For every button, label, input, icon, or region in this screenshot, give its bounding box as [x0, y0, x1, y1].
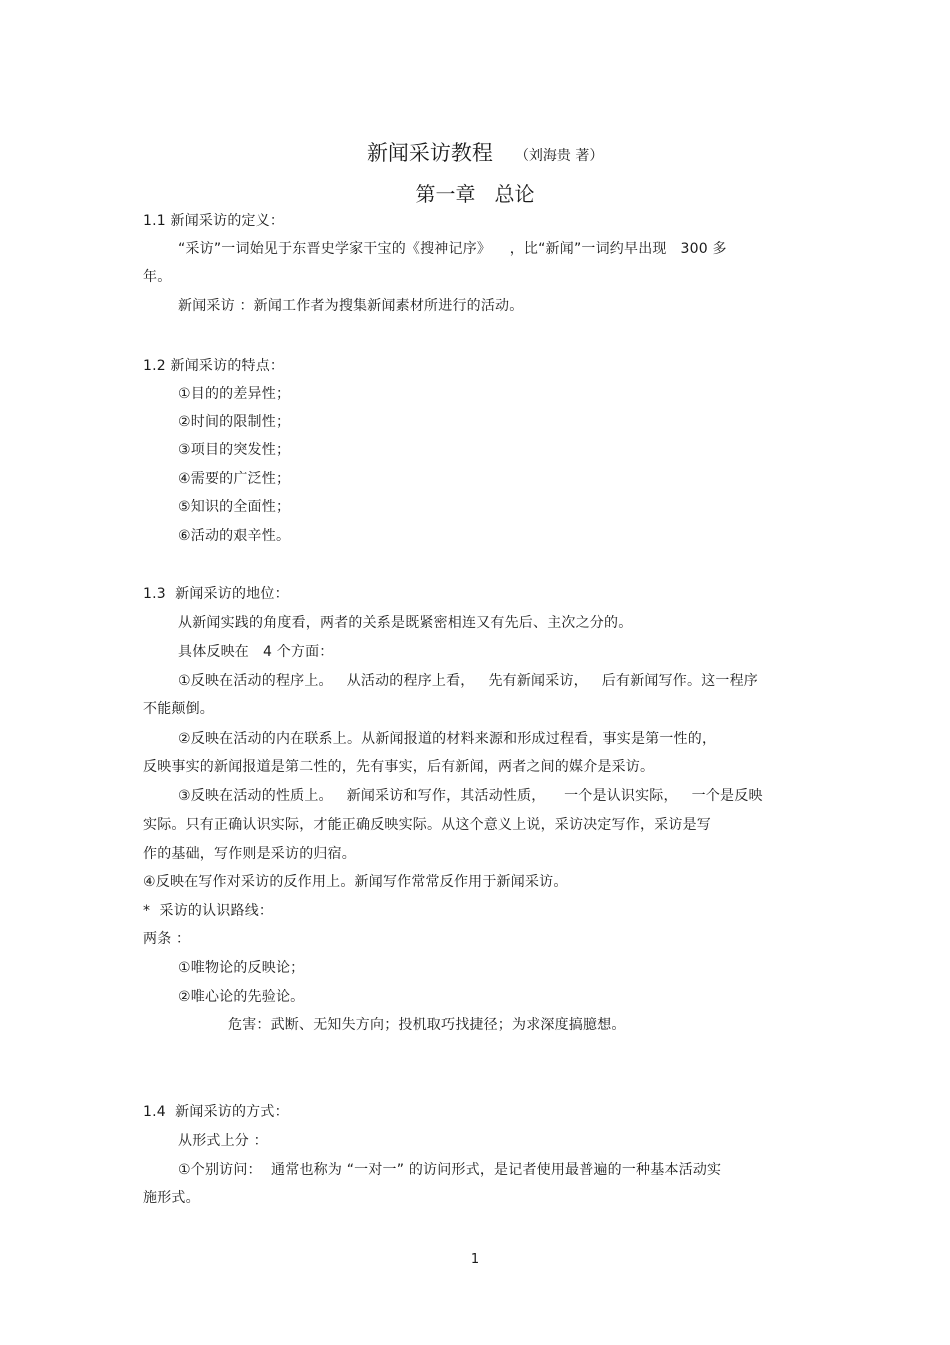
- section-heading: 1.4 新闻采访的方式：: [143, 1104, 289, 1120]
- document-title: 新闻采访教程: [366, 141, 493, 165]
- paragraph-line: 反映事实的新闻报道是第二性的，先有事实，后有新闻，两者之间的媒介是采访。: [143, 759, 655, 775]
- paragraph-line: 不能颠倒。: [143, 701, 214, 717]
- paragraph-line: * 采访的认识路线：: [143, 903, 274, 919]
- paragraph-line: 具体反映在 4 个方面：: [178, 644, 334, 660]
- paragraph-line: ②反映在活动的内在联系上。从新闻报道的材料来源和形成过程看，事实是第一性的，: [178, 731, 717, 747]
- paragraph-line: 年。: [143, 269, 172, 285]
- list-item: ④需要的广泛性；: [178, 471, 291, 487]
- page-number: 1: [470, 1252, 480, 1267]
- paragraph-line: “采访”一词始见于东晋史学家干宝的《搜神记序》 ，比“新闻”一词约早出现 300 多: [178, 241, 727, 257]
- list-item: ②唯心论的先验论。: [178, 989, 305, 1005]
- list-item: ②时间的限制性；: [178, 414, 291, 430]
- section-heading: 1.2 新闻采访的特点：: [143, 358, 285, 374]
- list-item: ①目的的差异性；: [178, 386, 291, 402]
- list-item: ③项目的突发性；: [178, 442, 291, 458]
- paragraph-line: 危害：武断、无知失方向；投机取巧找捷径；为求深度搞臆想。: [228, 1017, 626, 1033]
- paragraph-line: 从形式上分 ：: [178, 1133, 268, 1149]
- section-heading: 1.1 新闻采访的定义：: [143, 213, 285, 229]
- document-author: （刘海贵 著）: [514, 148, 604, 164]
- section-heading: 1.3 新闻采访的地位：: [143, 586, 289, 602]
- paragraph-line: ①反映在活动的程序上。 从活动的程序上看， 先有新闻采访， 后有新闻写作。这一程序: [178, 673, 759, 689]
- paragraph-line: ④反映在写作对采访的反作用上。新闻写作常常反作用于新闻采访。: [143, 874, 568, 890]
- list-item: ⑤知识的全面性；: [178, 499, 291, 515]
- document-title-block: [0, 118, 950, 186]
- list-item: ⑥活动的艰辛性。: [178, 528, 291, 544]
- paragraph-line: 两条 ：: [143, 931, 191, 947]
- paragraph-line: 新闻采访 ：新闻工作者为搜集新闻素材所进行的活动。: [178, 298, 524, 314]
- paragraph-line: 从新闻实践的角度看，两者的关系是既紧密相连又有先后、主次之分的。: [178, 615, 633, 631]
- paragraph-line: 施形式。: [143, 1190, 200, 1206]
- paragraph-line: ①个别访问： 通常也称为 “一对一” 的访问形式，是记者使用最普遍的一种基本活动实: [178, 1162, 722, 1178]
- paragraph-line: 作的基础，写作则是采访的归宿。: [143, 846, 356, 862]
- list-item: ①唯物论的反映论；: [178, 960, 305, 976]
- chapter-heading: 第一章 总论: [415, 182, 535, 206]
- paragraph-line: ③反映在活动的性质上。 新闻采访和写作，其活动性质， 一个是认识实际， 一个是反映: [178, 788, 763, 804]
- paragraph-line: 实际。只有正确认识实际，才能正确反映实际。从这个意义上说，采访决定写作，采访是写: [143, 817, 711, 833]
